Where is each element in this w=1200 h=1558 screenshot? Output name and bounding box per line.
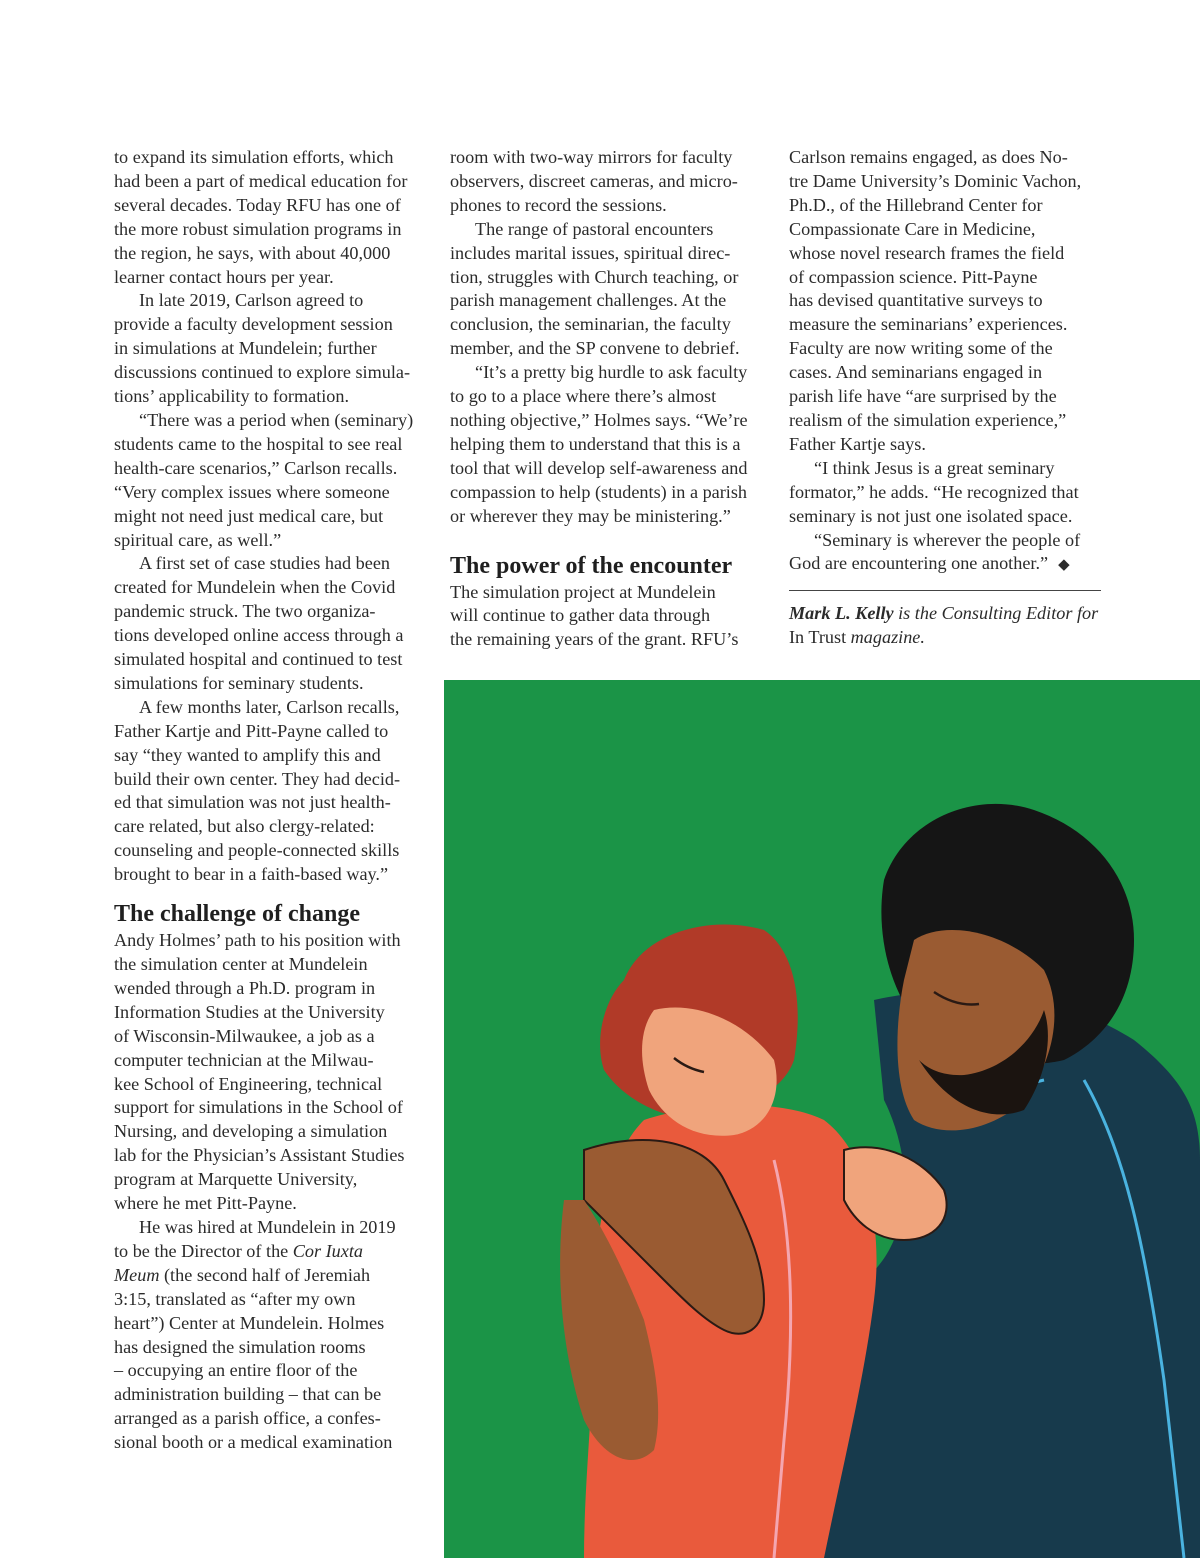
paragraph <box>114 1216 436 1455</box>
text-line: “Very complex issues where someone <box>114 481 390 502</box>
text-line <box>114 1264 436 1288</box>
text-line: provide a faculty development session <box>114 314 393 335</box>
text-line: “It’s a pretty big hurdle to ask faculty <box>475 362 748 383</box>
text-line: pandemic struck. The two organiza- <box>114 601 376 622</box>
paragraph <box>450 581 772 653</box>
paragraph <box>450 361 772 528</box>
text-line: of Wisconsin-Milwaukee, a job as a <box>114 1025 375 1046</box>
text-line: “Seminary is wherever the people of <box>814 529 1081 550</box>
text-line: build their own center. They had decid- <box>114 768 401 789</box>
article-column-3 <box>789 146 1111 650</box>
paragraph <box>114 409 436 552</box>
text-line: Andy Holmes’ path to his position with <box>114 930 401 951</box>
text-line: kee School of Engineering, technical <box>114 1073 383 1094</box>
publication-name: In Trust <box>789 627 847 648</box>
text-line: measure the seminarians’ experiences. <box>789 314 1068 335</box>
text-line: Ph.D., of the Hillebrand Center for <box>789 194 1043 215</box>
text-line: conclusion, the seminarian, the faculty <box>450 314 731 335</box>
text-line: computer technician at the Milwau- <box>114 1049 374 1070</box>
text-line: member, and the SP convene to debrief. <box>450 338 740 359</box>
text-line: formator,” he adds. “He recognized that <box>789 481 1079 502</box>
text-line: sional booth or a medical examination <box>114 1432 393 1453</box>
text-line: Father Kartje and Pitt-Payne called to <box>114 720 389 741</box>
paragraph <box>789 457 1111 529</box>
text-line: A few months later, Carlson recalls, <box>139 696 400 717</box>
text-line: or wherever they may be ministering.” <box>450 505 731 526</box>
illustration-svg <box>444 680 1200 1558</box>
text-line: observers, discreet cameras, and micro- <box>450 170 738 191</box>
paragraph <box>789 529 1111 579</box>
text-line: learner contact hours per year. <box>114 266 334 287</box>
text-line: Compassionate Care in Medicine, <box>789 218 1036 239</box>
embrace-illustration <box>444 680 1200 1558</box>
paragraph <box>114 146 436 289</box>
text-line <box>789 602 1111 626</box>
text-line: the simulation center at Mundelein <box>114 954 368 974</box>
author-name: Mark L. Kelly <box>789 603 894 624</box>
text-line: “I think Jesus is a great seminary <box>814 457 1055 478</box>
paragraph <box>114 929 436 1216</box>
text-line: program at Marquette University, <box>114 1169 358 1190</box>
text-line: to go to a place where there’s almost <box>450 386 717 407</box>
text-line: Information Studies at the University <box>114 1001 385 1022</box>
text-line: had been a part of medical education for <box>114 170 408 191</box>
text-line: spiritual care, as well.” <box>114 529 282 550</box>
text-line: wended through a Ph.D. program in <box>114 977 376 998</box>
paragraph <box>450 146 772 218</box>
paragraph <box>789 146 1111 457</box>
text-run: to be the Director of the <box>114 1240 293 1261</box>
text-line: The range of pastoral encounters <box>475 218 714 239</box>
text-line: of compassion science. Pitt-Payne <box>789 266 1038 287</box>
text-line: care related, but also clergy-related: <box>114 816 375 837</box>
text-line: in simulations at Mundelein; further <box>114 338 377 359</box>
text-line: support for simulations in the School of <box>114 1097 403 1118</box>
text-line: “There was a period when (seminary) <box>139 409 414 430</box>
text-line: Nursing, and developing a simulation <box>114 1121 388 1142</box>
text-line: The simulation project at Mundelein <box>450 581 716 602</box>
text-line <box>789 552 1111 578</box>
text-run: (the second half of Jeremiah <box>159 1264 371 1285</box>
text-line: might not need just medical care, but <box>114 505 384 526</box>
section-heading: The challenge of change <box>114 901 360 928</box>
text-run: God are encountering one another.” <box>789 553 1049 574</box>
text-line: tion, struggles with Church teaching, or <box>450 266 739 287</box>
text-line: tre Dame University’s Dominic Vachon, <box>789 170 1082 191</box>
text-line: – occupying an entire floor of the <box>114 1360 358 1381</box>
text-line: parish life have “are surprised by the <box>789 386 1057 407</box>
paragraph <box>114 289 436 409</box>
text-line: heart”) Center at Mundelein. Holmes <box>114 1312 385 1333</box>
text-line: Father Kartje says. <box>789 433 926 454</box>
text-line: includes marital issues, spiritual direc- <box>450 242 731 263</box>
text-line: compassion to help (students) in a parish <box>450 481 748 502</box>
section-heading: The power of the encounter <box>450 552 733 579</box>
text-line: simulations for seminary students. <box>114 672 364 693</box>
text-line: created for Mundelein when the Covid <box>114 577 396 598</box>
article-column-2 <box>450 146 772 652</box>
article-column-1 <box>114 146 436 1455</box>
text-line: helping them to understand that this is a <box>450 433 741 454</box>
italic-title: Cor Iuxta <box>292 1240 364 1261</box>
text-line: tions developed online access through a <box>114 625 404 646</box>
text-line: has devised quantitative surveys to <box>789 290 1043 311</box>
text-line: phones to record the sessions. <box>450 194 667 215</box>
text-line: discussions continued to explore simula- <box>114 362 411 383</box>
text-line: Carlson remains engaged, as does No- <box>789 147 1068 167</box>
text-line: room with two-way mirrors for faculty <box>450 147 733 167</box>
text-line: health-care scenarios,” Carlson recalls. <box>114 457 398 478</box>
text-line: students came to the hospital to see real <box>114 433 403 454</box>
text-run: is the Consulting Editor for <box>893 603 1099 624</box>
text-line: say “they wanted to amplify this and <box>114 744 381 765</box>
text-line: tool that will develop self-awareness and <box>450 457 748 478</box>
text-line: cases. And seminarians engaged in <box>789 362 1043 383</box>
text-line: 3:15, translated as “after my own <box>114 1288 356 1309</box>
text-line: Faculty are now writing some of the <box>789 338 1053 359</box>
paragraph <box>114 696 436 887</box>
text-line: ed that simulation was not just health- <box>114 792 391 813</box>
text-line: seminary is not just one isolated space. <box>789 505 1073 526</box>
text-line: the more robust simulation programs in <box>114 218 402 239</box>
end-mark-icon: ◆ <box>1058 557 1070 574</box>
text-line: nothing objective,” Holmes says. “We’re <box>450 409 748 430</box>
author-bio <box>789 602 1111 650</box>
paragraph <box>114 552 436 695</box>
text-line: brought to bear in a faith-based way.” <box>114 864 389 885</box>
text-run: magazine. <box>846 627 925 648</box>
text-line: arranged as a parish office, a confes- <box>114 1408 381 1429</box>
divider <box>789 590 1101 591</box>
italic-title: Meum <box>114 1264 160 1285</box>
text-line: has designed the simulation rooms <box>114 1336 366 1357</box>
text-line: He was hired at Mundelein in 2019 <box>139 1216 396 1237</box>
text-line: the region, he says, with about 40,000 <box>114 242 391 263</box>
text-line <box>114 1240 436 1264</box>
text-line: whose novel research frames the field <box>789 242 1065 263</box>
text-line: the remaining years of the grant. RFU’s <box>450 629 739 650</box>
paragraph <box>450 218 772 361</box>
text-line: to expand its simulation efforts, which <box>114 147 394 167</box>
text-line: In late 2019, Carlson agreed to <box>139 290 364 311</box>
text-line: tions’ applicability to formation. <box>114 386 350 407</box>
text-line: counseling and people-connected skills <box>114 840 400 861</box>
text-line: where he met Pitt-Payne. <box>114 1193 297 1214</box>
text-line: realism of the simulation experience,” <box>789 409 1067 430</box>
text-line: simulated hospital and continued to test <box>114 649 403 670</box>
text-line: lab for the Physician’s Assistant Studies <box>114 1145 405 1166</box>
text-line: administration building – that can be <box>114 1384 382 1405</box>
text-line: several decades. Today RFU has one of <box>114 194 401 215</box>
text-line <box>789 626 1111 650</box>
text-line: parish management challenges. At the <box>450 290 727 311</box>
text-line: will continue to gather data through <box>450 605 711 626</box>
text-line: A first set of case studies had been <box>139 553 391 574</box>
